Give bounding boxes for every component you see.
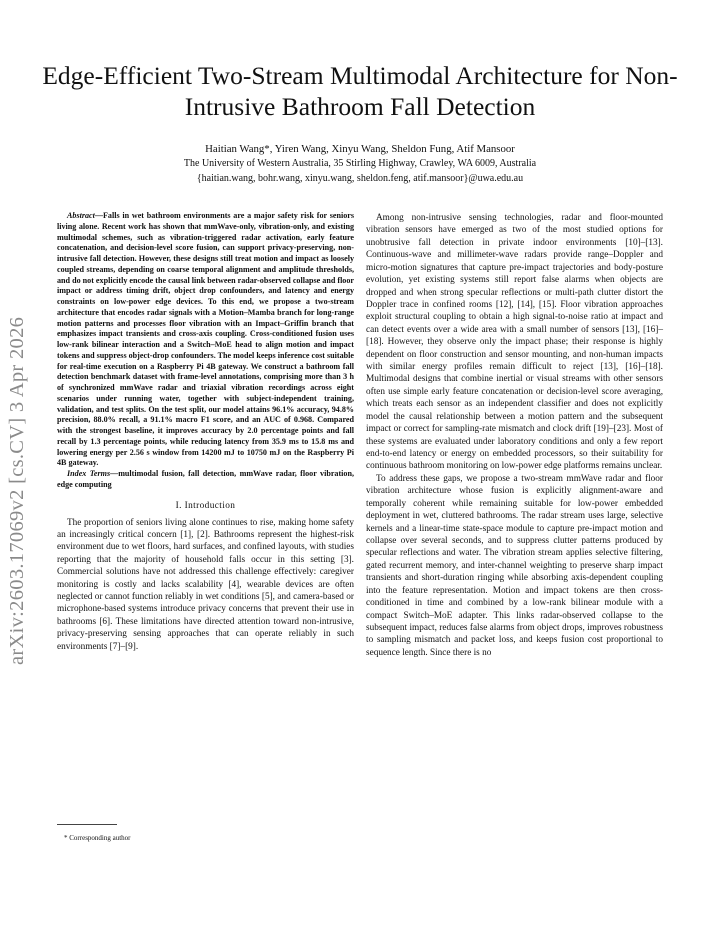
index-terms xyxy=(57,469,354,491)
author-emails: {haitian.wang, bohr.wang, xinyu.wang, sheldon.feng, atif.mansoor}@uwa.edu.au xyxy=(196,173,524,184)
footnote-rule xyxy=(57,824,117,825)
abstract xyxy=(57,211,354,469)
body-paragraph: Among non-intrusive sensing technologies, radar and floor-mounted vibration sensors have emerged as two of the most studied options for unobtrusive fall detection in private indoor environments [10]–[13]. Continuous-wave and millimeter-wave radars provide range–Doppler and micro-motion signatures that capture pre-impact trajectories and body-posture evolution, yet existing systems still report false alarms when objects are dropped and when strong specular reflections or multi-path clutter distort the Doppler trace in confined rooms [12], [14], [15]. Floor vibration approaches exploit structural coupling to obtain a high signal-to-noise ratio at impact and can detect events over a wide area with a small number of sensors [13], [16]–[18]. However, they observe only the impact phase; their response is highly dependent on floor construction and sensor mounting, and non-human impacts with similar energy profiles remain difficult to reject [13], [16]–[18]. Multimodal designs that combine inertial or visual streams with other sensors often use simple early feature concatenation or decision-level score averaging, which treats each sensor as an independent classifier and does not explicitly model the causal relationship between a motion pattern and the subsequent impact or correct for sampling-rate mismatch and clock drift [19]–[23]. Most of these systems are evaluated under laboratory conditions and only a few report end-to-end latency or energy on embedded processors, so their suitability for continuous bathroom monitoring on low-power edge platforms remains unclear. xyxy=(366,213,663,472)
right-column xyxy=(366,212,663,659)
left-column xyxy=(57,211,354,653)
body-paragraph: To address these gaps, we propose a two-stream mmWave radar and floor vibration architecture whose fusion is explicitly alignment-aware and temporally coherent while remaining suitable for low-power embedded deployment in wet, cluttered bathrooms. The radar stream uses large, selective kernels and a linear-time state-space module to capture pre-impact motion and collapse over several seconds, and to suppress clutter patterns produced by specular reflections and water. The vibration stream applies selective filtering, gated recurrent memory, and inter-channel weighting to preserve sharp impact transients and short-duration ringing while absorbing axis-dependent coupling into the feature representation. Motion and impact tokens are then cross-conditioned in time and combined by a low-rank bilinear module with a compact Switch–MoE adapter. This links radar-observed collapse to the subsequent impact, reduces false alarms from object drops, improves robustness to sampling mismatch and packet loss, and keeps fusion cost proportional to sequence length. Since there is no xyxy=(366,473,663,658)
body-paragraph: The proportion of seniors living alone continues to rise, making home safety an increasingly critical concern [1], [2]. Bathrooms represent the highest-risk environment due to wet floors, hard surfaces, and confined layouts, with studies reporting that the majority of household falls occur in this setting [3]. Commercial solutions have not addressed this challenge effectively: caregiver monitoring is costly and lacks scalability [4], wearable devices are often neglected or cannot function reliably in wet conditions [5], and camera-based or microphone-based systems introduce privacy concerns that prevent their use in bathrooms [6]. These limitations have directed attention toward non-intrusive, privacy-preserving sensing approaches that can operate reliably in such environments [7]–[9]. xyxy=(57,517,354,652)
arxiv-stamp: arXiv:2603.17069v2 [cs.CV] 3 Apr 2026 xyxy=(6,316,28,665)
index-terms-label: Index Terms xyxy=(67,469,111,478)
section-heading: I. Introduction xyxy=(175,500,236,511)
abstract-label: Abstract xyxy=(67,211,95,220)
footnote: * Corresponding author xyxy=(64,834,131,842)
paper-title: Edge-Efficient Two-Stream Multimodal Architecture for Non-Intrusive Bathroom Fall Detection xyxy=(42,61,678,121)
abstract-text: —Falls in wet bathroom environments are a major safety risk for seniors living alone. Recent work has shown that mmWave-only, vibration-only, and existing multimodal schemes, such as vibration-triggered radar activation, early feature concatenation, and decision-level score fusion, can support privacy-preserving, non-intrusive fall detection. However, these designs still treat motion and impact as loosely coupled streams, depending on coarse temporal alignment and amplitude thresholds, and do not explicitly encode the causal link between radar-observed collapse and floor impact or address timing drift, object drop confounders, and latency and energy constraints on low-power edge devices. To this end, we propose a two-stream architecture that encodes radar signals with a Motion–Mamba branch for long-range motion patterns and processes floor vibration with an Impact–Griffin branch that emphasizes impact transients and cross-axis coupling. Cross-conditioned fusion uses low-rank bilinear interaction and a Switch–MoE head to align motion and impact tokens and suppress object-drop confounders. The model keeps inference cost suitable for real-time execution on a Raspberry Pi 4B gateway. We construct a bathroom fall detection benchmark dataset with frame-level annotations, comprising more than 3 h of synchronized mmWave radar and triaxial vibration recordings across eight scenarios under running water, together with subject-independent training, validation, and test splits. On the test split, our model attains 96.1% accuracy, 94.8% precision, 88.0% recall, a 91.1% macro F1 score, and an AUC of 0.968. Compared with the strongest baseline, it improves accuracy by 2.0 percentage points and fall recall by 1.3 percentage points, while reducing latency from 35.9 ms to 15.8 ms and lowering energy per 2.56 s window from 14200 mJ to 10750 mJ on the Raspberry Pi 4B gateway. xyxy=(57,211,354,468)
affiliation: The University of Western Australia, 35 Stirling Highway, Crawley, WA 6009, Australia xyxy=(183,158,537,169)
author-list: Haitian Wang*, Yiren Wang, Xinyu Wang, Sheldon Fung, Atif Mansoor xyxy=(205,143,515,155)
index-terms-text: —multimodal fusion, fall detection, mmWave radar, floor vibration, edge computing xyxy=(57,469,354,489)
